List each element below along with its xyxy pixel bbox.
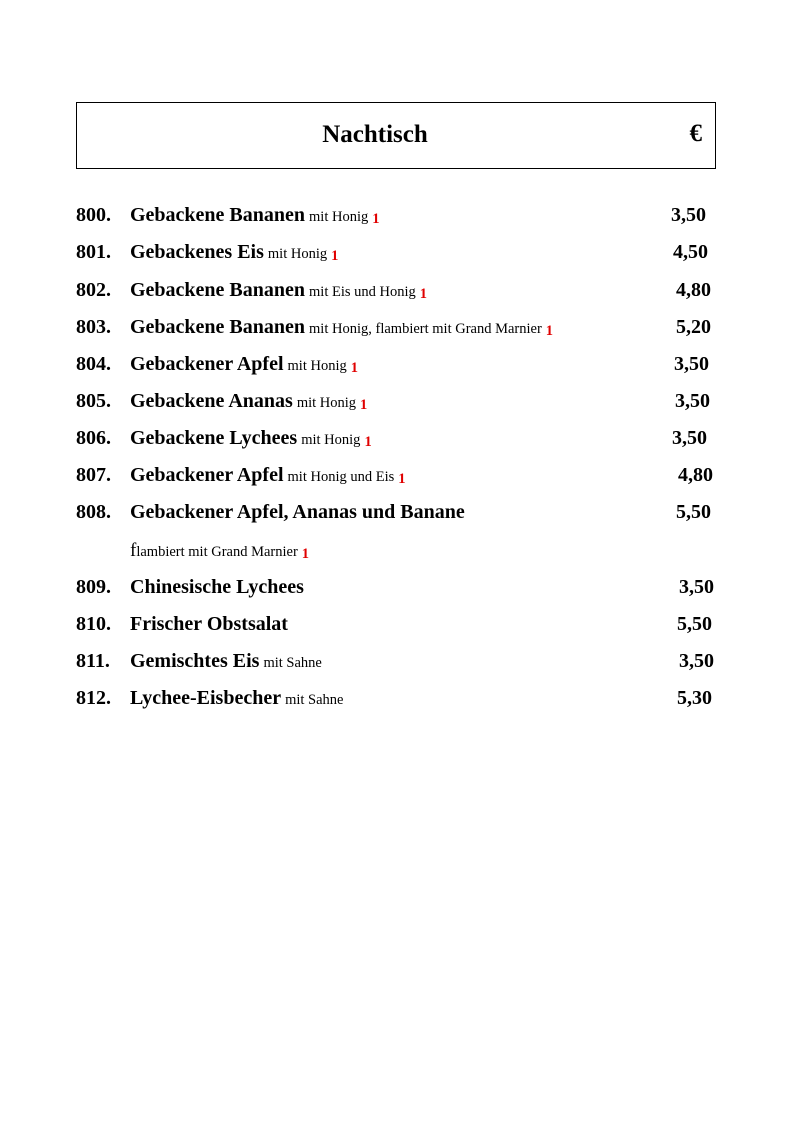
item-price: 4,50 bbox=[673, 241, 708, 263]
menu-item-809 bbox=[0, 574, 794, 604]
item-name: Gebackene Bananen bbox=[130, 204, 306, 226]
item-note: mit Honig bbox=[301, 432, 361, 448]
item-number: 803. bbox=[76, 316, 111, 338]
item-description bbox=[130, 648, 322, 676]
item-description bbox=[130, 314, 553, 342]
item-description bbox=[130, 202, 380, 230]
allergen-mark: 1 bbox=[372, 211, 380, 227]
item-number: 805. bbox=[76, 390, 111, 412]
item-name: Gebackene Bananen bbox=[130, 279, 306, 301]
allergen-mark: 1 bbox=[331, 248, 339, 264]
item-name: Frischer Obstsalat bbox=[130, 613, 288, 635]
item-description bbox=[130, 239, 338, 267]
item-number: 812. bbox=[76, 687, 111, 709]
item-number: 809. bbox=[76, 576, 111, 598]
item-name: Gebackene Bananen bbox=[130, 316, 306, 338]
item-note: mit Honig bbox=[296, 395, 357, 411]
item-number: 810. bbox=[76, 613, 111, 635]
item-name: Lychee-Eisbecher bbox=[130, 687, 282, 709]
page-title: Nachtisch bbox=[322, 121, 428, 148]
menu-item-808 bbox=[0, 499, 794, 529]
item-price: 3,50 bbox=[675, 390, 710, 412]
menu-item-808-subline bbox=[0, 538, 794, 568]
item-description bbox=[130, 685, 344, 713]
item-note: mit Honig bbox=[287, 358, 347, 374]
menu-item-812 bbox=[0, 685, 794, 715]
item-price: 3,50 bbox=[671, 204, 706, 226]
item-note: mit Sahne bbox=[285, 692, 344, 708]
item-price: 5,20 bbox=[676, 316, 711, 338]
item-note: mit Honig bbox=[267, 246, 328, 262]
allergen-mark: 1 bbox=[364, 434, 372, 450]
item-note: mit Honig, flambiert mit Grand Marnier bbox=[309, 321, 542, 337]
allergen-mark: 1 bbox=[360, 397, 368, 413]
item-number: 800. bbox=[76, 204, 111, 226]
currency-label: € bbox=[689, 120, 702, 147]
item-number: 804. bbox=[76, 353, 111, 375]
menu-item-807 bbox=[0, 462, 794, 492]
allergen-mark: 1 bbox=[301, 546, 310, 562]
item-subline bbox=[130, 538, 309, 565]
item-description bbox=[130, 388, 367, 416]
item-name: Gebackener Apfel, Ananas und Banane bbox=[130, 501, 465, 523]
allergen-mark: 1 bbox=[545, 323, 554, 339]
item-description bbox=[130, 499, 465, 527]
item-price: 3,50 bbox=[679, 650, 714, 672]
item-note: lambiert mit Grand Marnier bbox=[136, 544, 298, 560]
item-description bbox=[130, 574, 304, 602]
item-name: Chinesische Lychees bbox=[130, 576, 304, 598]
menu-item-810 bbox=[0, 611, 794, 641]
item-note: mit Sahne bbox=[263, 655, 322, 671]
allergen-mark: 1 bbox=[419, 286, 428, 302]
item-number: 801. bbox=[76, 241, 111, 263]
menu-item-805 bbox=[0, 388, 794, 418]
item-description bbox=[130, 425, 372, 453]
item-note: mit Eis und Honig bbox=[309, 284, 416, 300]
item-note: mit Honig bbox=[309, 209, 369, 225]
menu-item-804 bbox=[0, 351, 794, 381]
menu-item-800 bbox=[0, 202, 794, 232]
menu-item-806 bbox=[0, 425, 794, 455]
menu-item-803 bbox=[0, 314, 794, 344]
item-price: 3,50 bbox=[672, 427, 707, 449]
item-name: Gemischtes Eis bbox=[130, 650, 260, 672]
item-description bbox=[130, 351, 358, 379]
item-name: Gebackener Apfel bbox=[130, 353, 284, 375]
item-price: 5,50 bbox=[677, 613, 712, 635]
item-description bbox=[130, 462, 406, 490]
menu-item-801 bbox=[0, 239, 794, 269]
item-number: 807. bbox=[76, 464, 111, 486]
item-description bbox=[130, 277, 427, 305]
item-number: 808. bbox=[76, 501, 111, 523]
item-price: 4,80 bbox=[678, 464, 713, 486]
item-name: Gebackener Apfel bbox=[130, 464, 284, 486]
item-description bbox=[130, 611, 288, 639]
item-name: Gebackenes Eis bbox=[130, 241, 264, 263]
item-price: 4,80 bbox=[676, 279, 711, 301]
item-note: mit Honig und Eis bbox=[287, 469, 395, 485]
item-name: Gebackene Ananas bbox=[130, 390, 293, 412]
subline-initial: f bbox=[130, 540, 137, 561]
menu-item-802 bbox=[0, 277, 794, 307]
item-number: 802. bbox=[76, 279, 111, 301]
item-number: 806. bbox=[76, 427, 111, 449]
item-number: 811. bbox=[76, 650, 110, 672]
item-name: Gebackene Lychees bbox=[130, 427, 298, 449]
item-price: 3,50 bbox=[679, 576, 714, 598]
allergen-mark: 1 bbox=[350, 360, 358, 376]
menu-item-811 bbox=[0, 648, 794, 678]
allergen-mark: 1 bbox=[398, 471, 406, 487]
item-price: 5,50 bbox=[676, 501, 711, 523]
item-price: 5,30 bbox=[677, 687, 712, 709]
item-price: 3,50 bbox=[674, 353, 709, 375]
